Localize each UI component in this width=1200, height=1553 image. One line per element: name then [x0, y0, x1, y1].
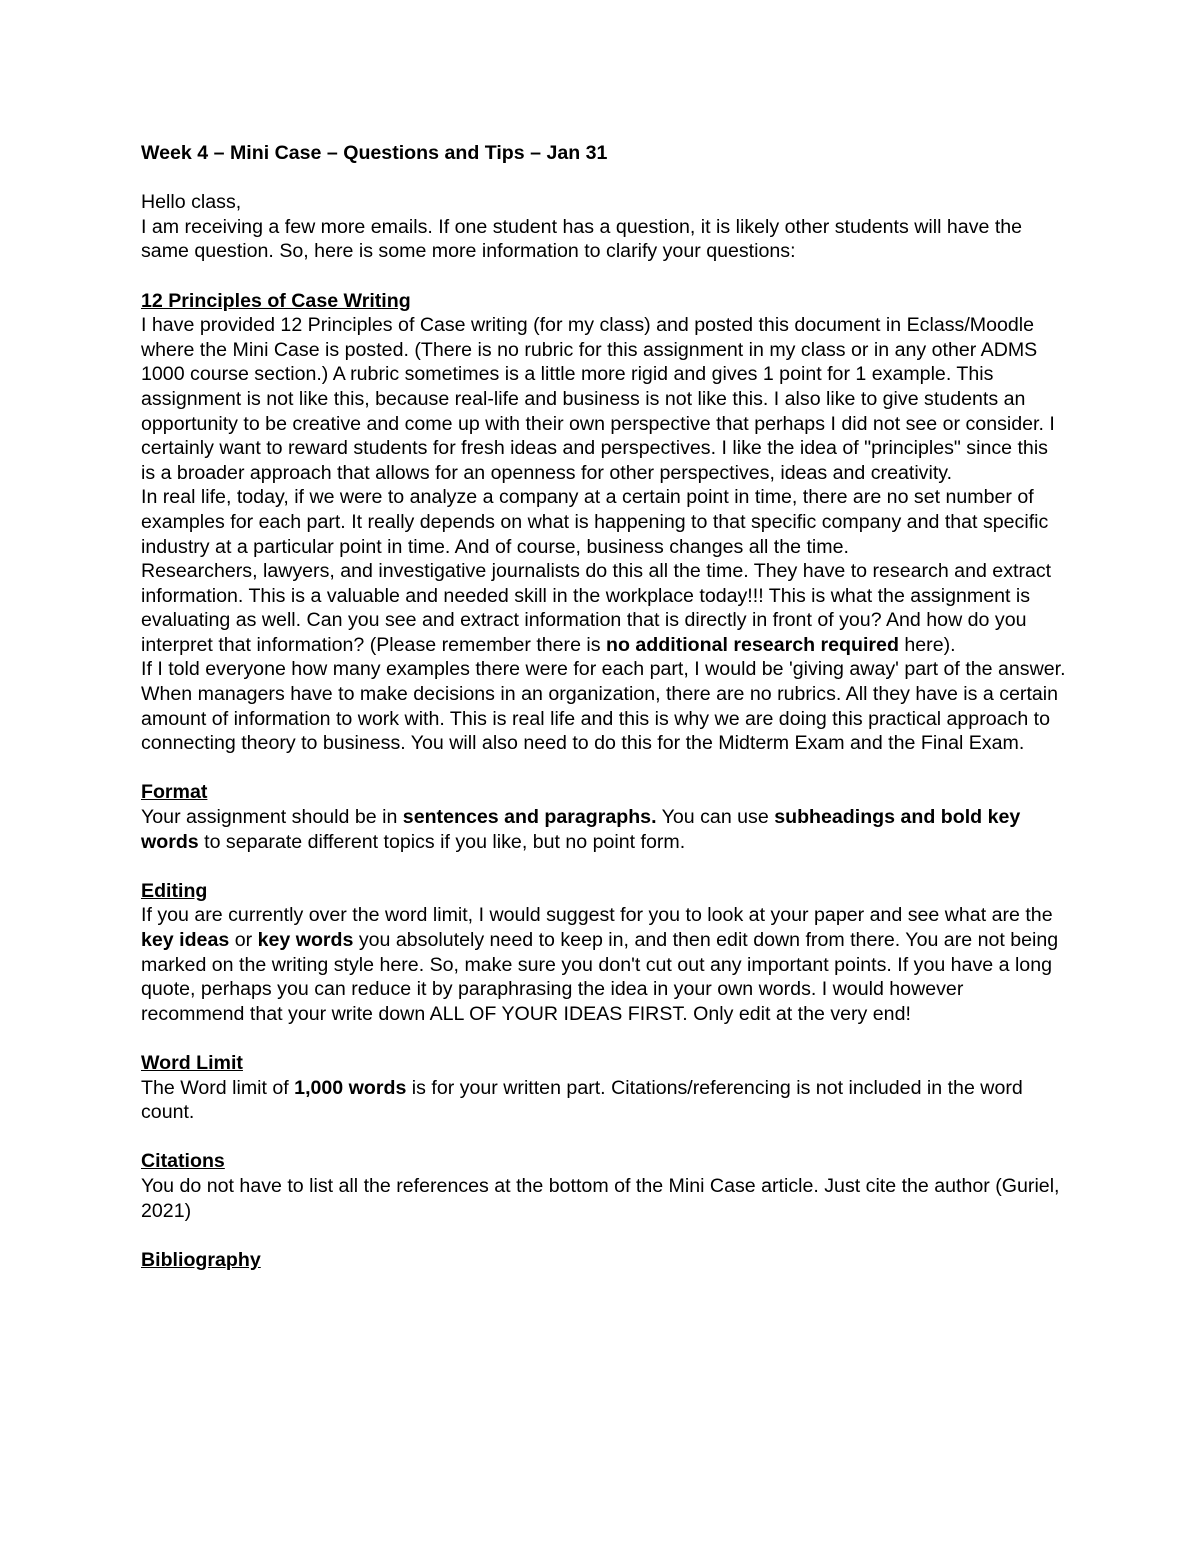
text-run: you absolutely need to keep in, and then edit down from there. You are not being marked on the writing style here. So, make sure you don't cut out any important points. If you have a long quote, perhaps you can reduce it by paraphrasing the idea in your own words. I would however recommend that your write down ALL OF YOUR IDEAS FIRST. Only edit at the very end! [141, 929, 1059, 1025]
editing-paragraph [141, 903, 1066, 1026]
principles-paragraph-1: I have provided 12 Principles of Case writing (for my class) and posted this document in Eclass/Moodle where the Mini Case is posted. (There is no rubric for this assignment in my class or in any other ADMS 1000 course section.) A rubric sometimes is a little more rigid and gives 1 point for 1 example. This assignment is not like this, because real-life and business is not like this. I also like to give students an opportunity to be creative and come up with their own perspective that perhaps I did not see or consider. I certainly want to reward students for fresh ideas and perspectives. I like the idea of "principles" since this is a broader approach that allows for an openness for other perspectives, ideas and creativity. [141, 314, 1055, 484]
bold-text: sentences and paragraphs. [402, 806, 657, 829]
text-run: You can use [656, 806, 775, 829]
section-heading-principles: 12 Principles of Case Writing [141, 289, 411, 312]
bold-text: key ideas [141, 929, 230, 951]
section-heading-citations: Citations [141, 1150, 225, 1173]
section-heading-bibliography: Bibliography [141, 1248, 261, 1271]
text-run: If you are currently over the word limit, I would suggest for you to look at your paper and see what are the [141, 904, 1053, 927]
text-run: The Word limit of [141, 1076, 295, 1099]
section-principles [141, 289, 1066, 756]
principles-paragraph-3 [141, 559, 1066, 657]
section-editing [141, 879, 1066, 1027]
document-title: Week 4 – Mini Case – Questions and Tips – Jan 31 [141, 142, 608, 164]
section-heading-format: Format [141, 781, 208, 804]
section-format [141, 780, 1066, 854]
citations-paragraph: You do not have to list all the references at the bottom of the Mini Case article. Just cite the author (Guriel, 2021) [141, 1174, 1060, 1222]
bold-text: subheadings and bold key words [141, 806, 1021, 853]
text-run: is for your written part. Citations/referencing is not included in the word count. [141, 1076, 1023, 1124]
intro-paragraph: I am receiving a few more emails. If one student has a question, it is likely other students will have the same question. So, here is some more information to clarify your questions: [141, 215, 1023, 263]
intro-block [141, 190, 1066, 264]
text-run: here). [898, 633, 956, 656]
text-run: to separate different topics if you like, but no point form. [198, 830, 686, 853]
principles-paragraph-2: In real life, today, if we were to analyze a company at a certain point in time, there are no set number of examples for each part. It really depends on what is happening to that specific company and that specific industry at a particular point in time. And of course, business changes all the time. [141, 486, 1049, 558]
section-heading-editing: Editing [141, 879, 208, 902]
word-limit-paragraph [141, 1076, 1066, 1125]
greeting: Hello class, [141, 191, 242, 214]
bold-text: key words [257, 929, 354, 951]
section-heading-word-limit: Word Limit [141, 1051, 243, 1074]
section-word-limit [141, 1051, 1066, 1125]
section-bibliography [141, 1248, 1066, 1273]
format-paragraph [141, 805, 1066, 854]
text-run: Your assignment should be in [141, 806, 403, 829]
bold-text: no additional research required [606, 633, 899, 656]
text-run: Researchers, lawyers, and investigative journalists do this all the time. They have to research and extract information. This is a valuable and needed skill in the workplace today!!! This is what the assignment is evaluating as well. Can you see and extract information that is directly in front of you? And how do you interpret that information? (Please remember there is [141, 560, 1052, 656]
section-citations [141, 1149, 1066, 1223]
document-body [141, 141, 1066, 1297]
text-run: or [229, 929, 258, 951]
bold-text: 1,000 words [294, 1076, 407, 1099]
principles-paragraph-4: If I told everyone how many examples there were for each part, I would be 'giving away' part of the answer. When managers have to make decisions in an organization, there are no rubrics. All they have is a certain amount of information to work with. This is real life and this is why we are doing this practical approach to connecting theory to business. You will also need to do this for the Midterm Exam and the Final Exam. [141, 658, 1066, 755]
